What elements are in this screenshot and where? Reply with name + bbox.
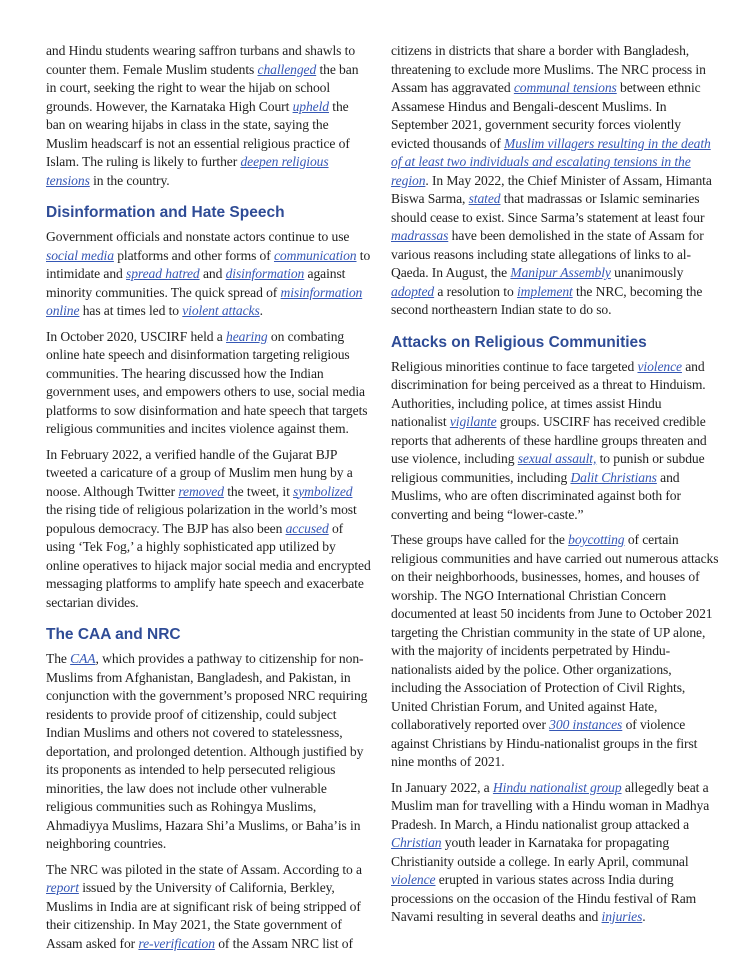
inline-link[interactable]: Manipur Assembly <box>510 265 611 280</box>
text-run: The NRC was piloted in the state of Assam. According to a <box>46 861 362 877</box>
inline-link[interactable]: boycotting <box>568 532 625 547</box>
text-run: against minority communities. The quick spread of <box>46 266 346 300</box>
text-run: to intimidate and <box>46 247 371 281</box>
paragraph-nrc-assam <box>46 861 371 954</box>
paragraph-bjp-tweet <box>46 446 371 613</box>
inline-link[interactable]: social media <box>46 247 114 263</box>
text-run: These groups have called for the <box>391 532 569 547</box>
inline-link[interactable]: challenged <box>257 61 317 77</box>
text-run: on combating online hate speech and disinformation targeting religious communities. The hearing discussed how the Indian government uses, and empowers others to use, social media platforms to sow disinformation and hate speech that targets religious communities and incites violence against them. <box>46 328 368 436</box>
inline-link[interactable]: removed <box>178 483 224 499</box>
heading-disinformation: Disinformation and Hate Speech <box>46 204 285 221</box>
text-run: Religious minorities continue to face targeted <box>391 358 638 374</box>
text-run: of certain religious communities and have carried out numerous attacks on their neighborhoods, businesses, homes, and houses of worship. The NGO International Christian Concern documented at least 50 incidents from June to October 2021 targeting the Christian community in the state of UP alone, with the majority of incidents perpetrated by Hindu-nationalists aided by the police. Other organizations, including the Association of Protection of Civil Rights, United Christian Forum, and United against Hate, collaboratively reported over <box>391 532 719 732</box>
paragraph-2022-incidents <box>391 779 719 927</box>
paragraph-boycotting <box>391 531 719 772</box>
text-run: , which provides a pathway to citizenship for non-Muslims from Afghanistan, Bangladesh, and Pakistan, in conjunction with the government’s proposed NRC requiring residents to provide proof of citizenship, could subject Indian Muslims and others not covered to statelessness, deportation, and prolonged detention. Although justified by its proponents as intended to help persecuted religious minorities, the law does not include other vulnerable religious communities such as Rohingya Muslims, Ahmadiyya Muslims, Hazara Shi’a Muslims, or Baha’is in neighboring countries. <box>46 651 368 851</box>
text-run: . <box>259 303 263 318</box>
text-run: issued by the University of California, Berkley, Muslims in India are at significant risk of being stripped of their citizenship. In May 2021, the State government of Assam asked for <box>46 880 361 951</box>
text-run: and Hindu students wearing saffron turbans and shawls to counter them. Female Muslim students <box>46 43 356 77</box>
inline-link[interactable]: violent attacks <box>182 303 260 318</box>
inline-link[interactable]: vigilante <box>449 414 497 429</box>
text-run: to punish or subdue religious communities, including <box>391 451 705 485</box>
inline-link[interactable]: report <box>46 880 79 895</box>
text-run: the rising tide of religious polarization in the world’s most populous democracy. The BJP has also been <box>46 502 357 536</box>
heading-caa-nrc: The CAA and NRC <box>46 626 181 643</box>
inline-link[interactable]: madrassas <box>391 228 449 243</box>
left-column <box>46 42 371 960</box>
inline-link[interactable]: violence <box>391 872 436 887</box>
text-run: the ban on wearing hijabs in class in the state, saying the Muslim headscarf is not an essential religious practice of Islam. The ruling is likely to further <box>46 98 350 169</box>
text-run: and <box>199 266 226 281</box>
text-run: In January 2022, a <box>391 779 493 795</box>
text-run: the NRC, becoming the second northeastern Indian state to do so. <box>391 283 703 317</box>
inline-link[interactable]: injuries <box>601 909 643 924</box>
inline-link[interactable]: hearing <box>226 328 268 344</box>
inline-link[interactable]: implement <box>516 283 573 299</box>
paragraph-uscirf-hearing <box>46 328 371 439</box>
text-run: citizens in districts that share a border with Bangladesh, threatening to exclude more Muslims. The NRC process in Assam has aggravated <box>391 43 706 95</box>
right-column <box>391 42 719 934</box>
inline-link[interactable]: Hindu nationalist group <box>492 779 622 795</box>
inline-link[interactable]: spread hatred <box>126 266 200 281</box>
inline-link[interactable]: 300 instances <box>549 717 623 732</box>
paragraph-disinfo-intro <box>46 228 371 321</box>
inline-link[interactable]: Dalit Christians <box>570 469 657 485</box>
inline-link[interactable]: symbolized <box>293 483 353 499</box>
text-run: platforms and other forms of <box>113 247 274 263</box>
inline-link[interactable]: upheld <box>292 98 329 114</box>
text-run: a resolution to <box>434 283 517 299</box>
inline-link[interactable]: CAA <box>70 651 96 666</box>
paragraph-nrc-continued <box>391 42 719 320</box>
inline-link[interactable]: re-verification <box>138 935 215 951</box>
inline-link[interactable]: adopted <box>391 283 435 299</box>
paragraph-caa <box>46 650 371 854</box>
text-run: youth leader in Karnataka for propagating Christianity outside a college. In early April, communal <box>391 835 689 869</box>
inline-link[interactable]: disinformation <box>225 266 305 281</box>
text-run: . <box>642 909 646 924</box>
text-run: allegedly beat a Muslim man for travelling with a Hindu woman in Madhya Pradesh. In March, a Hindu nationalist group attacked a <box>391 779 710 832</box>
inline-link[interactable]: accused <box>285 520 329 536</box>
text-run: The <box>46 651 71 666</box>
text-run: the tweet, it <box>223 483 294 499</box>
text-run: of violence against Christians by Hindu-nationalist groups in the first nine months of 2021. <box>391 717 698 769</box>
inline-link[interactable]: stated <box>468 191 501 206</box>
paragraph-targeted-violence <box>391 358 719 525</box>
heading-attacks: Attacks on Religious Communities <box>391 333 647 351</box>
text-run: Government officials and nonstate actors continue to use <box>46 229 350 244</box>
text-run: in the country. <box>89 172 170 188</box>
text-run: and Muslims, who are often discriminated against both for converting and being “lower-caste.” <box>391 469 681 522</box>
text-run: the ban in court, seeking the right to wear the hijab on school grounds. However, the Karnataka High Court <box>46 61 359 114</box>
text-run: In February 2022, a verified handle of the Gujarat BJP tweeted a caricature of a group of Muslim men hung by a noose. Although Twitter <box>46 446 353 499</box>
text-run: groups. USCIRF has received credible reports that adherents of these hardline groups threaten and use violence, including <box>391 414 707 466</box>
inline-link[interactable]: misinformation online <box>46 284 363 318</box>
text-run: has at times led to <box>79 303 183 318</box>
text-run: unanimously <box>610 265 684 280</box>
inline-link[interactable]: sexual assault, <box>517 451 597 466</box>
text-run: In October 2020, USCIRF held a <box>46 328 227 344</box>
inline-link[interactable]: deepen religious tensions <box>46 154 329 188</box>
text-run: between ethnic Assamese Hindus and Bengali-descent Muslims. In September 2021, government security forces violently evicted thousands of <box>391 80 701 151</box>
text-run: erupted in various states across India during processions on the occasion of the Hindu festival of Ram Navami resulting in several deaths and <box>391 872 697 924</box>
paragraph-hijab-ruling <box>46 42 371 190</box>
inline-link[interactable]: Muslim villagers resulting in the death of at least two individuals and escalating tensions in the region <box>391 135 711 188</box>
text-run: that madrassas or Islamic seminaries should cease to exist. Since Sarma’s statement at least four <box>391 191 705 225</box>
inline-link[interactable]: violence <box>637 358 682 374</box>
inline-link[interactable]: communal tensions <box>513 80 617 95</box>
text-run: of using ‘Tek Fog,’ a highly sophisticated app utilized by online operatives to hijack major social media and encrypted messaging platforms to amplify hate speech and exacerbate sectarian divides. <box>46 520 371 610</box>
text-run: and discrimination for being perceived as a threat to Hinduism. Authorities, including police, at times assist Hindu nationalist <box>391 358 706 429</box>
inline-link[interactable]: Christian <box>391 835 442 850</box>
text-run: have been demolished in the state of Assam for various reasons including state allegations of links to al-Qaeda. In August, the <box>391 228 704 280</box>
text-run: . In May 2022, the Chief Minister of Assam, Himanta Biswa Sarma, <box>391 172 712 206</box>
inline-link[interactable]: communication <box>273 247 357 263</box>
text-run: of the Assam NRC list of <box>214 935 353 951</box>
